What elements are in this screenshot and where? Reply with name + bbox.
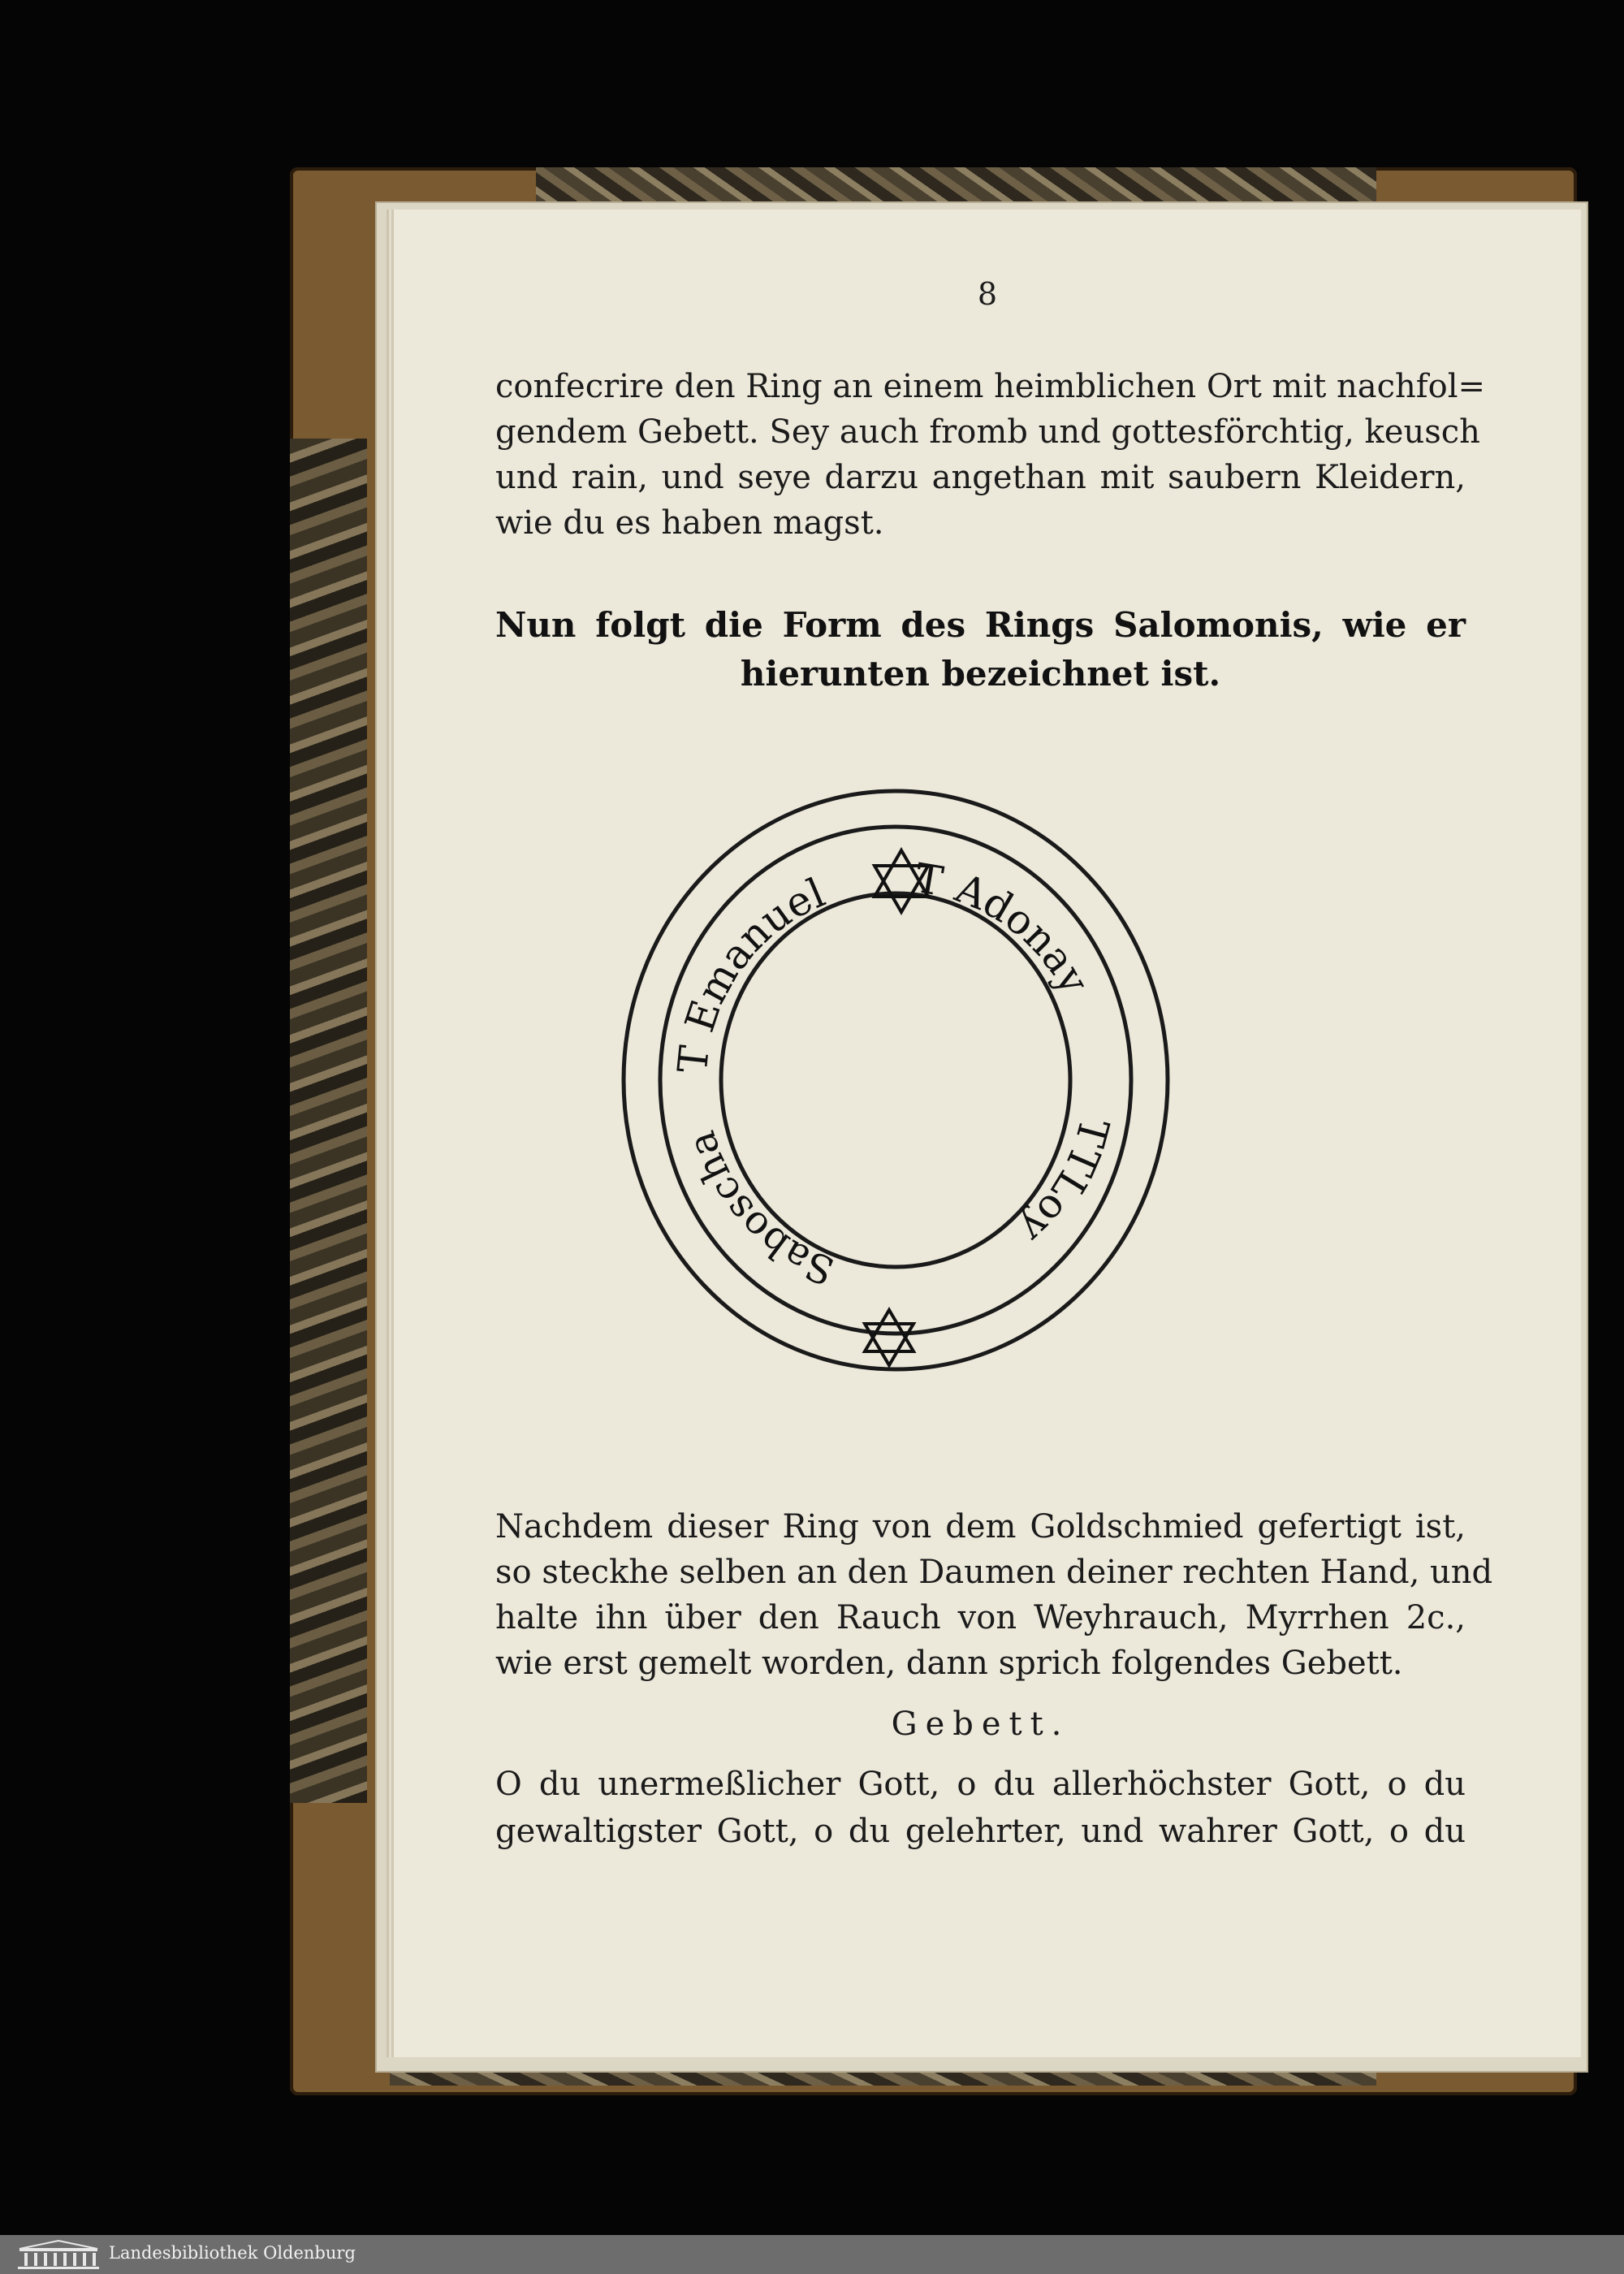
- inscription-emanuel: T Emanuel: [668, 869, 832, 1075]
- text-line: wie erst gemelt worden, dann sprich folgendes Gebett.: [495, 1645, 1403, 1682]
- svg-text:T Adonay: [912, 854, 1099, 1002]
- text-line: gewaltigster Gott, o du gelehrter, und wahrer Gott, o du: [495, 1813, 1466, 1850]
- text-line: gendem Gebett. Sey auch fromb und gottesförchtig, keusch: [495, 413, 1480, 451]
- text-line: Nachdem dieser Ring von dem Goldschmied gefertigt ist,: [495, 1508, 1466, 1546]
- paragraph-instructions: [495, 1504, 1493, 1686]
- ring-of-solomon-seal: [609, 755, 1177, 1405]
- inscription-loy: TTLoy: [1010, 1113, 1118, 1253]
- text-line: so steckhe selben an den Daumen deiner rechten Hand, und: [495, 1554, 1493, 1591]
- heading-line: Nun folgt die Form des Rings Salomonis, wie er: [495, 605, 1466, 645]
- heading-line: hierunten bezeichnet ist.: [740, 654, 1221, 694]
- svg-text:Saboscha: [679, 1126, 841, 1294]
- text-line: confecrire den Ring an einem heimblichen Ort mit nachfol=: [495, 368, 1486, 405]
- inscription-sabosch: Saboscha: [678, 1126, 841, 1294]
- text-line: O du unermeßlicher Gott, o du allerhöchster Gott, o du: [495, 1766, 1466, 1803]
- marbled-cover-left: [290, 439, 367, 1803]
- section-heading: [495, 601, 1466, 698]
- svg-text:T Emanuel: [669, 869, 831, 1075]
- prayer-title: Gebett.: [891, 1706, 1070, 1743]
- text-line: wie du es haben magst.: [495, 504, 884, 542]
- library-building-icon: [16, 2239, 101, 2270]
- paragraph-prayer: [495, 1761, 1466, 1855]
- page-number: 8: [977, 276, 998, 312]
- library-credit: Landesbibliothek Oldenburg: [109, 2243, 356, 2263]
- outer-ring: [624, 791, 1168, 1369]
- text-line: und rain, und seye darzu angethan mit saubern Kleidern,: [495, 459, 1466, 496]
- star-of-david-icon: [865, 1310, 914, 1365]
- inner-ring: [721, 893, 1070, 1267]
- paragraph-intro: [495, 364, 1486, 546]
- text-line: halte ihn über den Rauch von Weyhrauch, Myrrhen 2c.,: [495, 1599, 1466, 1636]
- inscription-adonay: T Adonay: [911, 854, 1099, 1002]
